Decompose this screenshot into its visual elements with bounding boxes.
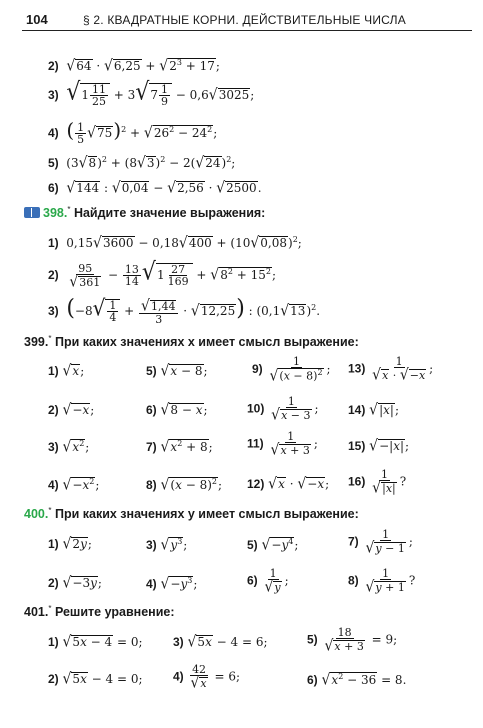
- ex401-item-1: 1) √5x − 4 = 0;: [48, 633, 143, 651]
- ex400-item-1: 1) √2y;: [48, 535, 92, 553]
- ex399-item-8: 8) $√(x - 8)^2$;: [146, 476, 223, 494]
- prev-item-3: 3) √1 $\frac{11}{25}$ + 3√7 $\frac{1}{9}$ − 0,6√3025;: [48, 78, 255, 108]
- ex401-item-6: 6) $√x^2 - 36 = 8$.: [307, 671, 407, 689]
- ex399-item-14: 14) √|x|;: [348, 401, 400, 419]
- ex398-item-2: 2) $\frac{95}{√361}$ − $\frac{13}{14}$ √1 $\frac{27}{169}$ + $√8^2 + 15^2$;: [48, 258, 277, 291]
- ex399-item-11: 11) $\frac{1}{√x + 3}$ ;: [247, 430, 318, 459]
- exercise-398-heading: 398.* Найдите значение выражения:: [24, 205, 265, 220]
- prev-item-2: 2) $√64 \cdot √6,25 + √2^3 + 17$;: [48, 57, 220, 75]
- prev-item-5: 5) $(3√8)^2 + (8√3)^2 - 2(√24)^2$;: [48, 154, 236, 172]
- ex400-item-6: 6) $\frac{1}{√y}$ ;: [247, 567, 289, 596]
- ex401-item-3: 3) √5x − 4 = 6;: [173, 633, 268, 651]
- ex399-item-13: 13) $\frac{1}{√x \cdot √-x}$ ;: [348, 355, 434, 384]
- ex400-item-2: 2) √−3y;: [48, 574, 102, 592]
- exercise-401-heading: 401.* Решите уравнение:: [24, 604, 175, 620]
- ex401-item-4: 4) $\frac{42}{√x}$ = 6;: [173, 663, 241, 692]
- prev-item-6: 6) √144 : √0,04 − √2,56 · √2500.: [48, 179, 262, 197]
- section-title: § 2. КВАДРАТНЫЕ КОРНИ. ДЕЙСТВИТЕЛЬНЫЕ ЧИСЛА: [83, 13, 406, 27]
- page-number: 104: [26, 12, 48, 27]
- ex399-item-15: 15) √−|x|;: [348, 437, 410, 455]
- ex399-item-16: 16) $\frac{1}{√|x|}$ ?: [348, 468, 407, 497]
- ex400-item-3: 3) $√y^3$;: [146, 536, 188, 554]
- ex399-item-5: 5) √x − 8;: [146, 362, 208, 380]
- ex398-item-1: 1) $0,15√3600 - 0,18√400 + (10√0,08)^2$;: [48, 234, 302, 252]
- ex399-item-9: 9) $\frac{1}{√(x - 8)^2}$ ;: [252, 355, 331, 385]
- page-header: [0, 0, 483, 30]
- exercise-400-heading: 400.* При каких значениях y имеет смысл выражение:: [24, 506, 359, 522]
- ex399-item-3: 3) $√x^2$;: [48, 438, 90, 456]
- header-rule: [22, 30, 472, 31]
- ex400-item-4: 4) $√-y^3$;: [146, 575, 198, 593]
- book-icon: [24, 207, 40, 218]
- exercise-399-heading: 399.* При каких значениях x имеет смысл выражение:: [24, 334, 359, 350]
- ex398-item-3: 3) (−8√ $\frac{1}{4}$ + $\frac{√1,44}{3}$ · √12,25) : $(0,1√13)^2$.: [48, 294, 321, 326]
- ex401-item-5: 5) $\frac{18}{√x + 3}$ = 9;: [307, 626, 398, 655]
- ex399-item-7: 7) $√x^2 + 8$;: [146, 438, 213, 456]
- ex401-item-2: 2) √5x − 4 = 0;: [48, 670, 143, 688]
- ex399-item-2: 2) √−x;: [48, 401, 95, 419]
- ex400-item-5: 5) $√-y^4$;: [247, 536, 299, 554]
- ex399-item-1: 1) √x;: [48, 362, 85, 380]
- ex400-item-7: 7) $\frac{1}{√y - 1}$ ;: [348, 528, 413, 557]
- ex399-item-6: 6) √8 − x;: [146, 401, 208, 419]
- ex399-item-12: 12) √x · √−x;: [247, 475, 330, 493]
- prev-item-4: 4) ( $\frac{1}{5}$ $√75)^2 + √26^2 - 24^2$;: [48, 118, 218, 146]
- ex399-item-4: 4) $√-x^2$;: [48, 476, 100, 494]
- ex399-item-10: 10) $\frac{1}{√x - 3}$ ;: [247, 395, 319, 424]
- ex400-item-8: 8) $\frac{1}{√y + 1}$ ?: [348, 567, 416, 596]
